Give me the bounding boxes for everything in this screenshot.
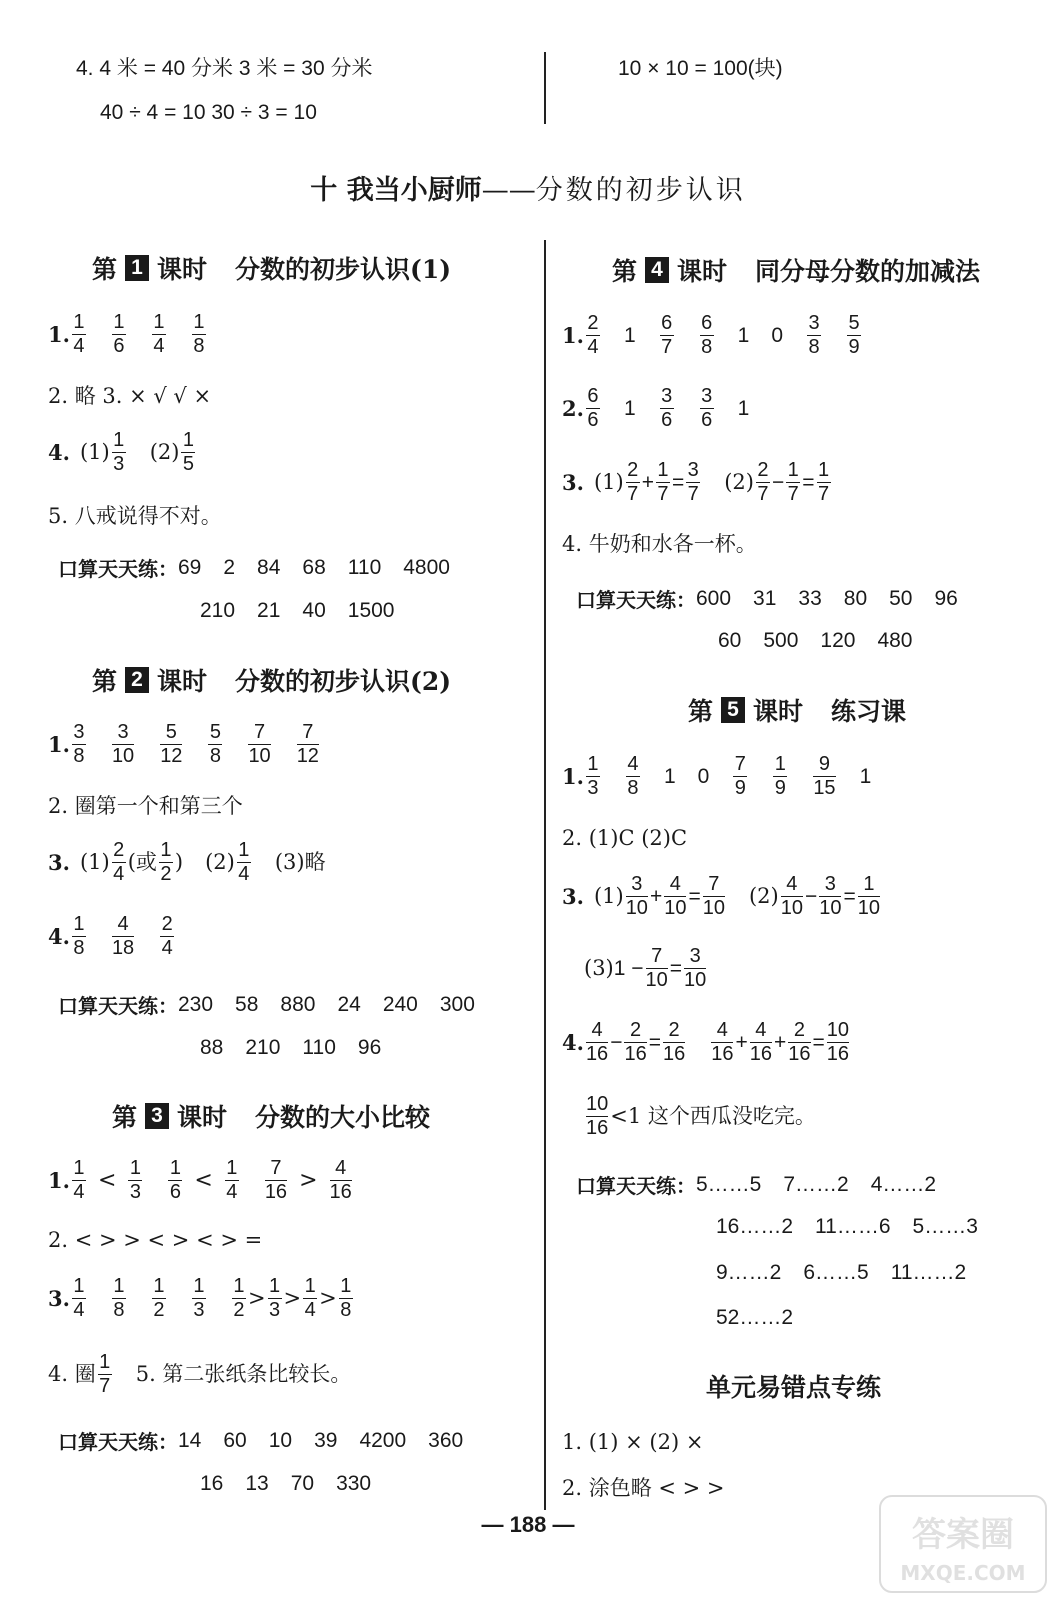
l5-oral-row4: 52……2 <box>716 1306 794 1329</box>
lesson-1-heading: 第 1 课时 分数的初步认识(1) <box>92 255 452 284</box>
l1-q2-q3: 2. 略 3. × √ √ × <box>48 384 212 408</box>
l5-q4: 4. $\frac{4}{16}$ − $\frac{2}{16}$ = $\frac{2}{16}$ $\frac{4}{16}$ + $\frac{4}{16}$ + $\frac{2}{16}$ = $\frac{10}{16}$ <box>562 1019 850 1065</box>
l4-oral-row1: 口算天天练： 600 31 33 80 50 96 <box>576 586 958 612</box>
l3-q4-q5: 4. 圈 $\frac{1}{7}$ 5. 第二张纸条比较长。 <box>48 1351 352 1397</box>
column-divider <box>544 240 546 1510</box>
lesson-number-badge: 5 <box>721 697 745 723</box>
l5-q2: 2. (1)C (2)C <box>562 826 688 850</box>
l1-q5: 5. 八戒说得不对。 <box>48 504 222 528</box>
l5-q3: 3. (1) $\frac{3}{10}$ + $\frac{4}{10}$ = $\frac{7}{10}$ (2) $\frac{4}{10}$ − $\frac{3}{10}$ = $\frac{1}{10}$ <box>562 873 880 919</box>
l4-q2: 2. $\frac{6}{6}$ 1 $\frac{3}{6}$ $\frac{3}{6}$ 1 <box>562 385 750 431</box>
l4-q3: 3. (1) $\frac{2}{7}$ + $\frac{1}{7}$ = $\frac{3}{7}$ (2) $\frac{2}{7}$ − $\frac{1}{7}$ = $\frac{1}{7}$ <box>562 459 830 505</box>
l2-oral-row1: 口算天天练： 230 58 880 24 240 300 <box>58 992 475 1018</box>
top-answer-4b: 40 ÷ 4 = 10 30 ÷ 3 = 10 <box>100 101 317 124</box>
top-answer-right: 10 × 10 = 100(块) <box>618 57 783 80</box>
l3-q1: 1. $\frac{1}{4}$ < $\frac{1}{3}$ $\frac{1}{6}$ < $\frac{1}{4}$ $\frac{7}{16}$ > $\frac{4}{16}$ <box>48 1157 352 1203</box>
svg-text:MXQE.COM: MXQE.COM <box>900 1561 1026 1585</box>
watermark-logo <box>878 1494 1048 1594</box>
l2-oral-row2: 88 210 110 96 <box>200 1036 382 1059</box>
lesson-5-heading: 第 5 课时 练习课 <box>688 697 907 726</box>
lesson-number-badge: 3 <box>145 1103 169 1129</box>
lesson-3-heading: 第 3 课时 分数的大小比较 <box>112 1103 431 1132</box>
l2-q1: 1. $\frac{3}{8}$ $\frac{3}{10}$ $\frac{5}{12}$ $\frac{5}{8}$ $\frac{7}{10}$ $\frac{7}{12}$ <box>48 721 319 767</box>
l5-oral-row2: 16……2 11……6 5……3 <box>716 1215 978 1238</box>
l2-q2: 2. 圈第一个和第三个 <box>48 794 243 818</box>
svg-text:答案圈: 答案圈 <box>912 1515 1014 1555</box>
lesson-number-badge: 4 <box>645 257 669 283</box>
l1-oral-row2: 210 21 40 1500 <box>200 599 395 622</box>
l4-q1: 1. $\frac{2}{4}$ 1 $\frac{6}{7}$ $\frac{6}{8}$ 1 0 $\frac{3}{8}$ $\frac{5}{9}$ <box>562 312 860 358</box>
top-divider <box>544 52 546 124</box>
l3-oral-row2: 16 13 70 330 <box>200 1472 372 1495</box>
l3-oral-row1: 口算天天练： 14 60 10 39 4200 360 <box>58 1428 464 1454</box>
l1-q4: 4. (1) $\frac{1}{3}$ (2) $\frac{1}{5}$ <box>48 429 194 475</box>
lesson-4-heading: 第 4 课时 同分母分数的加减法 <box>612 257 981 286</box>
l2-q3: 3. (1) $\frac{2}{4}$ (或 $\frac{1}{2}$ ) (2) $\frac{1}{4}$ (3)略 <box>48 839 326 885</box>
l4-q4: 4. 牛奶和水各一杯。 <box>562 532 757 556</box>
unit-title: 十 我当小厨师——分数的初步认识 <box>310 175 746 206</box>
lesson-number-badge: 2 <box>125 667 149 693</box>
l4-oral-row2: 60 500 120 480 <box>718 629 913 652</box>
l1-oral-row1: 口算天天练： 69 2 84 68 110 4800 <box>58 555 450 581</box>
l2-q4: 4. $\frac{1}{8}$ $\frac{4}{18}$ $\frac{2}{4}$ <box>48 913 173 959</box>
l3-q2: 2. < > > < > < > = <box>48 1228 263 1252</box>
l1-q1: 1. $\frac{1}{4}$ $\frac{1}{6}$ $\frac{1}{4}$ $\frac{1}{8}$ <box>48 311 205 357</box>
l5-q4-conclusion: $\frac{10}{16}$ <1 这个西瓜没吃完。 <box>586 1093 816 1139</box>
l5-q3-part3: (3) 1 − $\frac{7}{10}$ = $\frac{3}{10}$ <box>584 945 707 991</box>
lesson-number-badge: 1 <box>125 255 149 281</box>
errors-q1: 1. (1) × (2) × <box>562 1430 704 1454</box>
lesson-2-heading: 第 2 课时 分数的初步认识(2) <box>92 667 452 696</box>
top-answer-4a: 4. 4 米 = 40 分米 3 米 = 30 分米 <box>76 57 373 80</box>
l5-oral-row1: 口算天天练： 5……5 7……2 4……2 <box>576 1172 937 1198</box>
l3-q3: 3. $\frac{1}{4}$ $\frac{1}{8}$ $\frac{1}{2}$ $\frac{1}{3}$ $\frac{1}{2}$ > $\frac{1}{3}$ > $\frac{1}{4}$ > $\frac{1}{8}$ <box>48 1275 352 1321</box>
errors-q2: 2. 涂色略 < > > <box>562 1476 725 1500</box>
l5-q1: 1. $\frac{1}{3}$ $\frac{4}{8}$ 1 0 $\frac{7}{9}$ $\frac{1}{9}$ $\frac{9}{15}$ 1 <box>562 753 872 799</box>
page-number: — 188 — <box>481 1512 575 1537</box>
unit-errors-heading: 单元易错点专练 <box>706 1373 882 1402</box>
l5-oral-row3: 9……2 6……5 11……2 <box>716 1261 967 1284</box>
